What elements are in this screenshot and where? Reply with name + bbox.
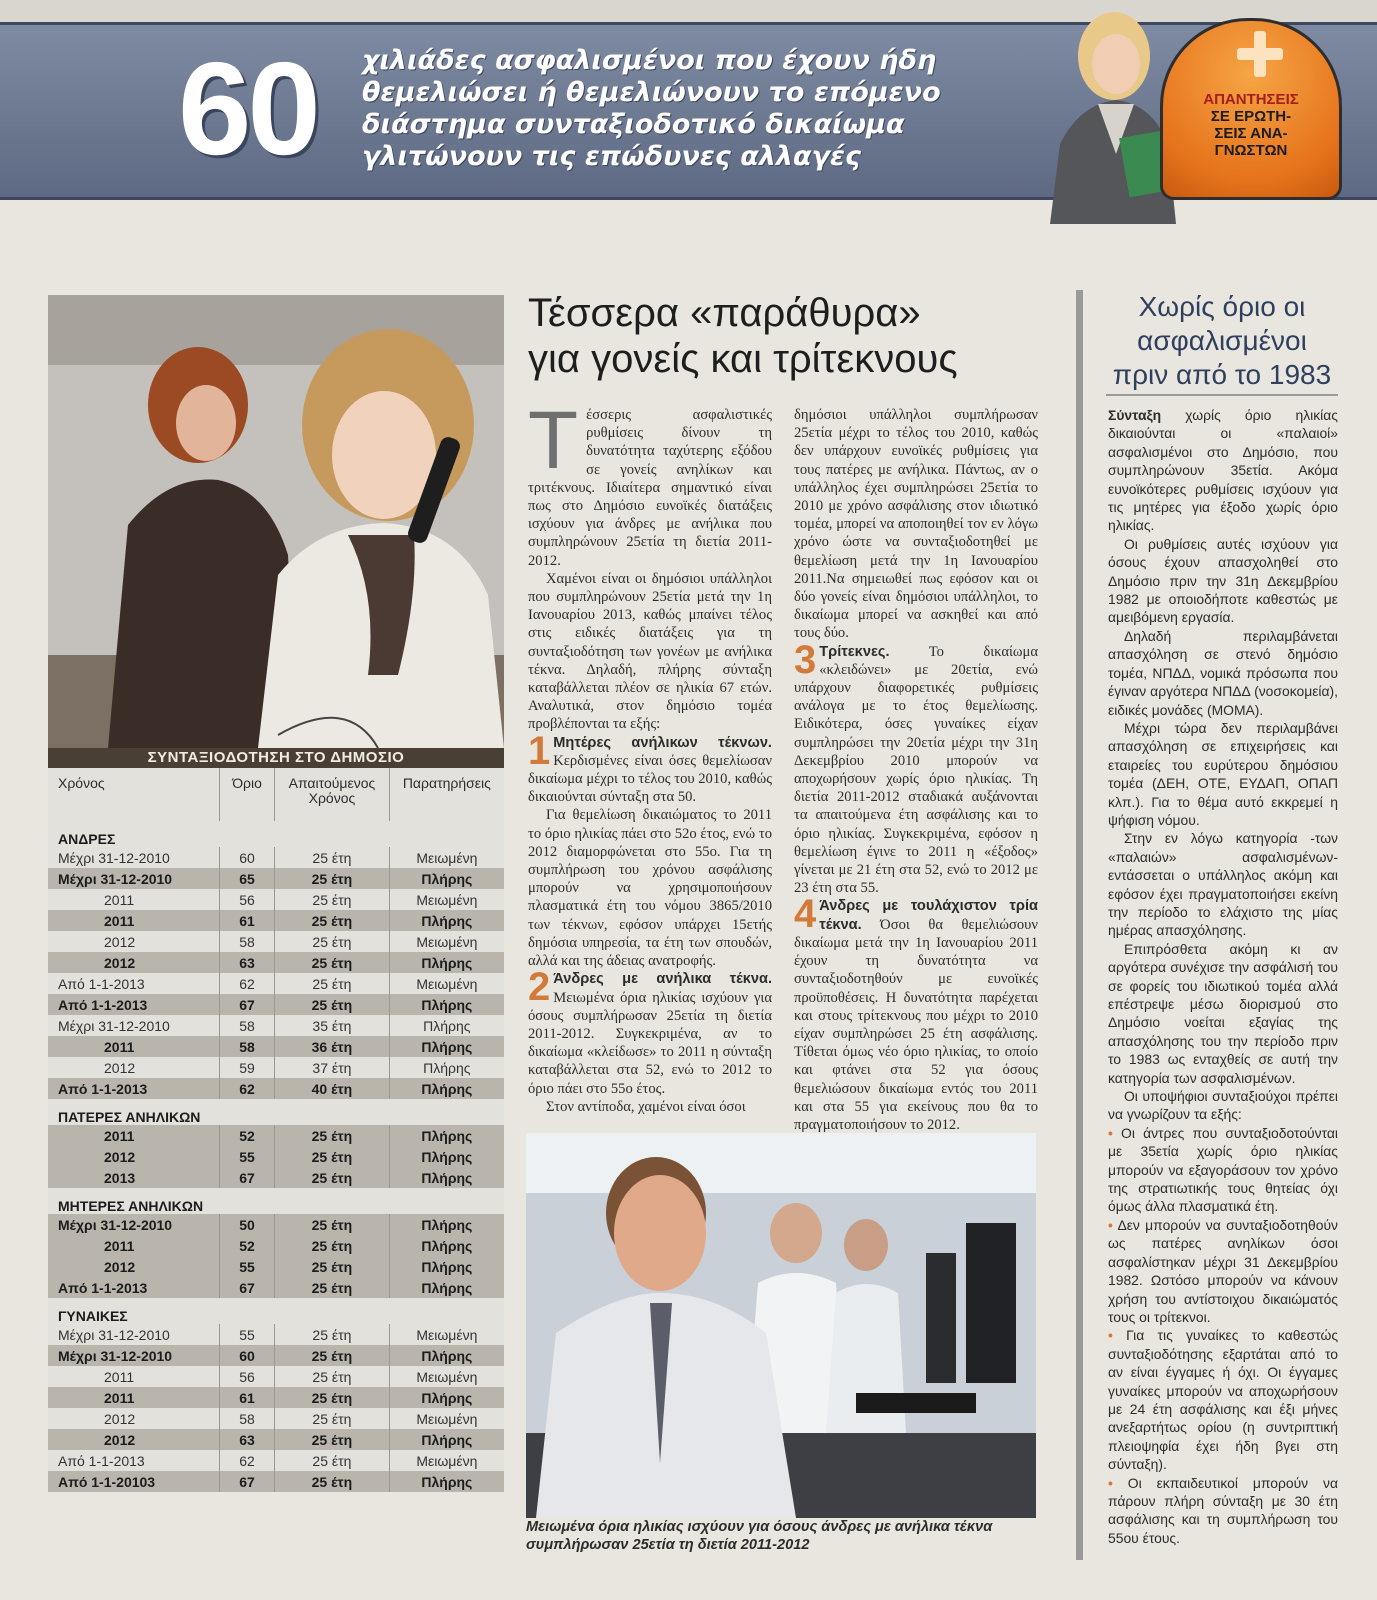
sidebar-headline-line: πριν από το 1983 <box>1112 359 1332 390</box>
table-cell-limit: 59 <box>219 1057 274 1078</box>
table-cell-note: Μειωμένη <box>416 933 478 950</box>
sidebar-headline-line: ασφαλισμένοι <box>1137 325 1307 356</box>
table-cell-limit: 61 <box>219 910 274 931</box>
office-women-photo <box>48 295 504 748</box>
sidebar-paragraph: Μέχρι τώρα δεν περιλαμβάνει απασχόληση σε επιχειρήσεις και εταιρείες του ευρύτερου δημόσιου τομέα (ΔΕΗ, ΟΤΕ, ΕΥΔΑΠ, ΟΠΑΠ κλπ.). Για το θέμα αυτό εκκρεμεί η ψήφιση νόμου. <box>1108 719 1338 828</box>
photo-caption: Μειωμένα όρια ηλικίας ισχύουν για όσους άνδρες με ανήλικα τέκνα συμπλήρωσαν 25ετία τη διετία 2011-2012 <box>526 1519 993 1553</box>
table-cell-limit: 67 <box>219 1277 274 1298</box>
paragraph: Χαμένοι είναι οι δημόσιοι υπάλληλοι που συμπληρώνουν 25ετία μετά την 1η Ιανουαρίου 2013, καθώς μπαίνει τέλος στις ειδικές διατάξεις για τη συνταξιοδότηση των γονέων με ανήλικα τέκνα. Δηλαδή, πλήρης σύνταξη καταβάλλεται πλέον σε ηλικία 67 ετών. Αναλυτικά, στον δημόσιο τομέα προβλέπονται τα εξής: <box>528 570 772 733</box>
badge-line: ΣΕΙΣ ΑΝΑ- <box>1214 125 1288 142</box>
table-cell-note: Πλήρης <box>389 1214 504 1235</box>
table-cell-year: 2013 <box>48 1167 219 1188</box>
table-cell-limit: 55 <box>219 1256 274 1277</box>
table-cell-required: 37 έτη <box>275 1057 390 1078</box>
section-lead: Άνδρες με τουλάχιστον τρία τέκνα. <box>819 898 1038 933</box>
table-cell-year: Από 1-1-2013 <box>48 1277 219 1298</box>
table-cell-note: Πλήρης <box>389 1277 504 1298</box>
table-cell-note: Μειωμένη <box>416 849 478 866</box>
table-cell-limit: 62 <box>219 973 274 994</box>
table-row <box>48 931 504 952</box>
table-cell-limit: 58 <box>219 1408 274 1429</box>
sidebar-bullet <box>1108 1216 1338 1326</box>
section-lead: Τρίτεκνες. <box>819 643 890 660</box>
table-row <box>48 1366 504 1387</box>
table-cell-required: 25 έτη <box>275 1429 390 1450</box>
bullet-icon: • <box>1108 1474 1113 1491</box>
table-cell-limit: 55 <box>219 1146 274 1167</box>
table-cell-limit: 67 <box>219 994 274 1015</box>
sidebar-paragraph <box>1108 406 1338 535</box>
section-text: Μειωμένα όρια ηλικίας ισχύουν για όσους συμπλήρωσαν 25ετία τη διετία 2011-2012. Συγκεκριμένα, αν το δικαίωμα «κλείδωσε» το 2011 η σύνταξη καταβάλλεται στα 52, ενώ το 2012 το όριο πάει στο 55ο έτος. <box>528 989 772 1097</box>
table-cell-note: Μειωμένη <box>416 1368 478 1385</box>
table-row <box>48 1277 504 1298</box>
table-cell-note: Μειωμένη <box>416 1326 478 1343</box>
table-cell-required: 25 έτη <box>275 868 390 889</box>
office-men-photo <box>526 1133 1036 1518</box>
table-cell-note: Πλήρης <box>423 1017 471 1034</box>
banner-line: διάστημα συνταξιοδοτικό δικαίωμα <box>362 109 905 140</box>
section-label: ΜΗΤΕΡΕΣ ΑΝΗΛΙΚΩΝ <box>48 1188 504 1214</box>
table-cell-limit: 62 <box>219 1450 274 1471</box>
section-label: ΠΑΤΕΡΕΣ ΑΝΗΛΙΚΩΝ <box>48 1099 504 1125</box>
table-row <box>48 1450 504 1471</box>
bullet-text: Δεν μπορούν να συνταξιοδοτηθούν ως πατέρες ανηλίκων όσοι ασφαλίστηκαν μέχρι 31 Δεκεμβρίου 1982. Ωστόσο μπορούν να κάνουν χρήση του αντίστοιχου δικαιώματός τους οι τρίτεκνοι. <box>1108 1216 1339 1325</box>
section-4 <box>794 892 1038 1134</box>
table-cell-required: 40 έτη <box>275 1078 390 1099</box>
table-row <box>48 847 504 868</box>
table-cell-limit: 52 <box>219 1125 274 1146</box>
section-1 <box>528 728 772 807</box>
banner-number: 60 <box>178 35 317 182</box>
table-cell-year: 2012 <box>48 1429 219 1450</box>
table-cell-limit: 55 <box>219 1324 274 1345</box>
table-row <box>48 910 504 931</box>
table-row <box>48 994 504 1015</box>
table-cell-limit: 60 <box>219 847 274 868</box>
table-title: ΣΥΝΤΑΞΙΟΔΟΤΗΣΗ ΣΤΟ ΔΗΜΟΣΙΟ <box>48 748 504 768</box>
bullet-text: Οι άντρες που συνταξιοδοτούνται με 35ετία χωρίς όριο ηλικίας μπορούν να εξαγοράσουν τον χρόνο της στρατιωτικής τους θητείας όχι όμως άλλα πλασματικά έτη. <box>1108 1124 1339 1215</box>
table-cell-limit: 56 <box>219 1366 274 1387</box>
table-row <box>48 1408 504 1429</box>
table-cell-note: Πλήρης <box>389 1256 504 1277</box>
bullet-icon: • <box>1108 1327 1113 1344</box>
table-cell-required: 25 έτη <box>275 1366 390 1387</box>
article-headline <box>528 290 1058 382</box>
table-cell-year: Από 1-1-2013 <box>48 1450 219 1471</box>
table-cell-required: 25 έτη <box>275 1387 390 1408</box>
paragraph: Για θεμελίωση δικαιώματος το 2011 το όριο ηλικίας πάει στο 52ο έτος, ενώ το 2012 διαμορφώνεται στο 55ο. Για τη συμπλήρωση του χρόνου ασφάλισης μπορούν να χρησιμοποιήσουν πλασματικά έτη του νόμου 3865/2010 των τέκνων, εφόσον υπάρχει 15ετής δημόσια υπηρεσία, τα έτη των σπουδών, αλλά και της άδειας ανατροφής. <box>528 807 772 970</box>
table-cell-year: Μέχρι 31-12-2010 <box>48 1345 219 1366</box>
section-text: Όσοι θα θεμελιώσουν δικαίωμα μετά την 1η Ιανουαρίου 2011 έχουν τη δυνατότητα να συνταξιοδοτηθούν με ευνοϊκές προϋποθέσεις. Η δυνατότητα παρέχεται και στους τρίτεκνους που μέχρι το 2010 είχαν συμπληρώσει 25 έτη ασφάλισης. Τίθεται όμως νέο όριο ηλικίας, το οποίο και φτάνει στα 52 για όσους θεμελιώσουν δικαίωμα εντός του 2011 και στα 55 για εκείνους που θα το πραγματοποιήσουν το 2012. <box>794 916 1038 1133</box>
table-row <box>48 1324 504 1345</box>
table-cell-year: Μέχρι 31-12-2010 <box>48 1324 219 1345</box>
table-row <box>48 1256 504 1277</box>
banner-line: γλιτώνουν τις επώδυνες αλλαγές <box>362 141 861 172</box>
sidebar-divider <box>1076 290 1083 1560</box>
sidebar-paragraph: Οι ρυθμίσεις αυτές ισχύουν για όσους έχουν απασχοληθεί στο Δημόσιο πριν την 31η Δεκεμβρίου 1982 με οποιοδήποτε καθεστώς με αμειβόμενη εργασία. <box>1108 535 1338 626</box>
table-cell-required: 25 έτη <box>275 910 390 931</box>
table-cell-limit: 58 <box>219 1015 274 1036</box>
table-cell-required: 25 έτη <box>275 931 390 952</box>
section-label: ΓΥΝΑΙΚΕΣ <box>48 1298 504 1324</box>
table-cell-limit: 61 <box>219 1387 274 1408</box>
banner-line: χιλιάδες ασφαλισμένοι που έχουν ήδη <box>362 45 937 76</box>
table-cell-note: Πλήρης <box>389 1387 504 1408</box>
column-header: Χρόνος <box>48 768 219 821</box>
table-cell-year: 2011 <box>48 1366 219 1387</box>
table-cell-required: 25 έτη <box>275 1324 390 1345</box>
table-cell-required: 25 έτη <box>275 1256 390 1277</box>
column-header: Όριο <box>219 768 274 821</box>
table-cell-year: Από 1-1-2013 <box>48 1078 219 1099</box>
table-cell-limit: 67 <box>219 1471 274 1492</box>
table-cell-required: 36 έτη <box>275 1036 390 1057</box>
table-cell-required: 25 έτη <box>275 1450 390 1471</box>
table-row <box>48 1387 504 1408</box>
table-cell-year: Μέχρι 31-12-2010 <box>48 1015 219 1036</box>
sidebar-paragraph: Επιπρόσθετα ακόμη κι αν αργότερα συνέχισε την ασφάλισή του σε φορείς του ιδιωτικού τομέα αλλά επέστρεψε μέσω διορισμού στο Δημόσιο νοείται εξαγίας της απασχόλησης του την περίοδο πριν το 1983 ως ενταχθείς σε αυτή την κατηγορία των ασφαλισμένων. <box>1108 940 1338 1086</box>
sidebar-headline <box>1097 290 1347 392</box>
section-3 <box>794 637 1038 898</box>
table-cell-year: Από 1-1-2013 <box>48 994 219 1015</box>
table-cell-required: 25 έτη <box>275 1471 390 1492</box>
table-row <box>48 1235 504 1256</box>
headline-line: για γονείς και τρίτεκνους <box>528 337 958 381</box>
paragraph: Στον αντίποδα, χαμένοι είναι όσοι <box>546 1098 746 1115</box>
table-cell-note: Πλήρης <box>389 1167 504 1188</box>
section-number: 4 <box>794 892 817 937</box>
badge-line: ΓΝΩΣΤΩΝ <box>1214 142 1288 159</box>
table-cell-year: Μέχρι 31-12-2010 <box>48 868 219 889</box>
sidebar-paragraph: Δηλαδή περιλαμβάνεται απασχόληση σε στενό δημόσιο τομέα, ΝΠΔΔ, νομικά πρόσωπα που έγιναν αργότερα ΝΠΔΔ (νοσοκομεία), ειδικές μονάδες (ΜΟΜΑ). <box>1108 627 1338 718</box>
table-row <box>48 1167 504 1188</box>
sidebar-body <box>1108 406 1338 1547</box>
table-row <box>48 973 504 994</box>
table-cell-note: Πλήρης <box>389 952 504 973</box>
table-cell-limit: 50 <box>219 1214 274 1235</box>
bullet-icon: • <box>1108 1216 1113 1233</box>
sidebar-bullet <box>1108 1474 1338 1548</box>
table-cell-note: Πλήρης <box>389 1125 504 1146</box>
sidebar-paragraph: Στην εν λόγω κατηγορία -των «παλαιών» ασφαλισμένων- εντάσσεται ο υπάλληλος ακόμη και εφόσον έχει πραγματοποιήσει εκείνη την περίοδο το ελάχιστο της μίας ημέρας απασχόλησης. <box>1108 830 1338 939</box>
table-cell-note: Πλήρης <box>423 1059 471 1076</box>
table-cell-note: Μειωμένη <box>416 1410 478 1427</box>
section-lead: Άνδρες με ανήλικα τέκνα. <box>553 971 772 988</box>
table-section-row <box>48 1188 504 1214</box>
table-cell-year: 2011 <box>48 1036 219 1057</box>
table-cell-required: 25 έτη <box>275 1345 390 1366</box>
sidebar-headline-line: Χωρίς όριο οι <box>1138 291 1306 322</box>
table-row <box>48 1078 504 1099</box>
table-row <box>48 1057 504 1078</box>
bullet-icon: • <box>1108 1124 1113 1141</box>
table-section-row <box>48 1099 504 1125</box>
presenter-photo <box>1040 4 1180 224</box>
table-cell-required: 25 έτη <box>275 1167 390 1188</box>
table-cell-required: 25 έτη <box>275 1125 390 1146</box>
table-cell-year: 2011 <box>48 1387 219 1408</box>
table-cell-year: 2011 <box>48 1125 219 1146</box>
column-header: Απαιτούμενος Χρόνος <box>275 768 390 821</box>
table-cell-year: 2011 <box>48 1235 219 1256</box>
table-cell-limit: 63 <box>219 1429 274 1450</box>
table-cell-note: Πλήρης <box>389 1345 504 1366</box>
table-cell-limit: 63 <box>219 952 274 973</box>
table-cell-limit: 65 <box>219 868 274 889</box>
table-cell-limit: 58 <box>219 1036 274 1057</box>
table-cell-year: Μέχρι 31-12-2010 <box>48 1214 219 1235</box>
sidebar-text: χωρίς όριο ηλικίας δικαιούνται οι «παλαιοί» ασφαλισμένοι στο Δημόσιο, που συμπληρώνουν 35ετία. Ακόμα ευνοϊκότερες ρυθμίσεις ισχύουν για τις μητέρες για έξοδο χωρίς όριο ηλικίας. <box>1108 407 1338 534</box>
table-cell-year: 2011 <box>48 889 219 910</box>
table-cell-required: 25 έτη <box>275 889 390 910</box>
sidebar-lead: Σύνταξη <box>1108 407 1162 423</box>
table-cell-year: Από 1-1-2013 <box>48 973 219 994</box>
table-row <box>48 1125 504 1146</box>
table-cell-limit: 52 <box>219 1235 274 1256</box>
table-cell-required: 25 έτη <box>275 973 390 994</box>
table-cell-limit: 58 <box>219 931 274 952</box>
table-cell-note: Πλήρης <box>389 994 504 1015</box>
table-cell-note: Πλήρης <box>389 910 504 931</box>
table-cell-note: Πλήρης <box>389 1036 504 1057</box>
section-text: Το δικαίωμα «κλειδώνει» με 20ετία, ενώ υπάρχουν διαφορετικές ρυθμίσεις ανάλογα με το έτος θεμελίωσης. Ειδικότερα, όσες γυναίκες είχαν συμπληρώσει την 20ετία μέχρι την 31η Δεκεμβρίου 2010 μπορούν να αποχωρήσουν χωρίς όριο ηλικίας. Τη διετία 2011-2012 σταδιακά αυξάνονται τα απαιτούμενα έτη ασφάλισης και το όριο ηλικίας. Συγκεκριμένα, εφόσον η θεμελίωση έγινε το 2011 η «έξοδος» γίνεται με 21 έτη στα 52, ενώ το 2012 με 23 έτη στα 55. <box>794 643 1038 897</box>
section-lead: Μητέρες ανήλικων τέκνων. <box>553 734 772 751</box>
section-2 <box>528 965 772 1097</box>
table-cell-required: 25 έτη <box>275 1277 390 1298</box>
table-row <box>48 952 504 973</box>
table-row <box>48 1345 504 1366</box>
table-cell-year: 2012 <box>48 952 219 973</box>
table-row <box>48 889 504 910</box>
table-cell-required: 25 έτη <box>275 1146 390 1167</box>
pension-table <box>48 768 504 1492</box>
sidebar-bullet <box>1108 1326 1338 1473</box>
table-row <box>48 1036 504 1057</box>
bullet-text: Για τις γυναίκες το καθεστώς συνταξιοδότησης εξαρτάται από το αν είναι έγγαμες ή όχι. Οι έγγαμες γυναίκες μπορούν να αποχωρήσουν με 24 έτη ασφάλισης και έξι μήνες ανεξαρτήτως ορίου (η συντριπτική πλειοψηφία έχει ήδη βγει στη σύνταξη). <box>1108 1327 1339 1473</box>
table-cell-required: 35 έτη <box>275 1015 390 1036</box>
badge-line: ΣΕ ΕΡΩΤΗ- <box>1210 108 1292 125</box>
table-cell-note: Πλήρης <box>389 868 504 889</box>
bullet-text: Οι εκπαιδευτικοί μπορούν να πάρουν πλήρη σύνταξη με 30 έτη ασφάλισης και τη συμπλήρωση του 55ου έτους. <box>1108 1474 1339 1546</box>
intro-text: έσσερις ασφαλιστικές ρυθμίσεις δίνουν τη δυνατότητα ταχύτερης εξόδου σε γονείς ανηλίκων και τριτέκνους. Ιδιαίτερα σημαντικό είναι πως στο Δημόσιο ευνοϊκές διατάξεις ισχύουν για άνδρες με ανήλικα που συμπληρώνουν 25ετία τη διετία 2011-2012. <box>528 407 772 569</box>
table-cell-limit: 56 <box>219 889 274 910</box>
table-cell-limit: 62 <box>219 1078 274 1099</box>
reader-questions-badge <box>1160 18 1342 200</box>
table-cell-note: Πλήρης <box>389 1235 504 1256</box>
section-number: 2 <box>528 965 551 1010</box>
table-cell-year: 2012 <box>48 1256 219 1277</box>
section-number: 3 <box>794 637 817 682</box>
table-cell-note: Πλήρης <box>389 1429 504 1450</box>
section-text: Κερδισμένες είναι όσες θεμελίωσαν δικαίωμα μέχρι το τέλος του 2010, καθώς δικαιούνται σύνταξη στα 50. <box>528 752 772 806</box>
table-row <box>48 1429 504 1450</box>
table-cell-limit: 67 <box>219 1167 274 1188</box>
plus-icon <box>1237 31 1283 77</box>
article-column-2 <box>794 406 1038 1134</box>
intro-paragraph <box>528 395 772 570</box>
headline-line: Τέσσερα «παράθυρα» <box>528 291 921 335</box>
table-cell-note: Μειωμένη <box>416 891 478 908</box>
table-row <box>48 868 504 889</box>
section-label: ΑΝΔΡΕΣ <box>48 821 504 847</box>
table-cell-note: Πλήρης <box>389 1146 504 1167</box>
table-cell-required: 25 έτη <box>275 1408 390 1429</box>
table-row <box>48 1214 504 1235</box>
table-cell-year: 2012 <box>48 931 219 952</box>
banner-text <box>362 45 941 173</box>
table-cell-year: 2012 <box>48 1057 219 1078</box>
table-cell-year: 2012 <box>48 1408 219 1429</box>
table-body <box>48 821 504 1492</box>
article-column-1 <box>528 395 772 1116</box>
table-header-row <box>48 768 504 821</box>
table-section-row <box>48 821 504 847</box>
paragraph: δημόσιοι υπάλληλοι συμπλήρωσαν 25ετία μέχρι το τέλος του 2010, καθώς δεν υπάρχουν ευνοϊκές ρυθμίσεις για τους πατέρες με ανήλικα. Πάντως, αν ο υπάλληλος έχει συμπληρώσει 25ετία το 2010 με χρόνο ασφάλισης στον ιδιωτικό τομέα, μπορεί να αποποιηθεί τον εν λόγω χρόνο ώστε να συνταξιοδοτηθεί με θεμελίωση μετά την 1η Ιανουαρίου 2011.Να σημειωθεί πως εφόσον και οι δύο γονείς είναι δημόσιοι υπάλληλοι, το δικαίωμα μπορεί να ασκηθεί και από τους δύο. <box>794 407 1038 642</box>
banner-line: θεμελιώσει ή θεμελιώνουν το επόμενο <box>362 77 941 108</box>
table-cell-required: 25 έτη <box>275 952 390 973</box>
table-cell-required: 25 έτη <box>275 1235 390 1256</box>
table-section-row <box>48 1298 504 1324</box>
table-cell-year: 2011 <box>48 910 219 931</box>
table-cell-note: Πλήρης <box>389 1471 504 1492</box>
table-cell-required: 25 έτη <box>275 994 390 1015</box>
table-cell-year: 2012 <box>48 1146 219 1167</box>
table-row <box>48 1146 504 1167</box>
table-row <box>48 1015 504 1036</box>
table-cell-note: Πλήρης <box>389 1078 504 1099</box>
table-row <box>48 1471 504 1492</box>
table-cell-required: 25 έτη <box>275 847 390 868</box>
section-number: 1 <box>528 728 551 773</box>
table-cell-year: Από 1-1-20103 <box>48 1471 219 1492</box>
column-header: Παρατηρήσεις <box>402 775 491 791</box>
sidebar-paragraph: Οι υποψήφιοι συνταξιούχοι πρέπει να γνωρίζουν τα εξής: <box>1108 1088 1338 1123</box>
table-cell-year: Μέχρι 31-12-2010 <box>48 847 219 868</box>
table-cell-limit: 60 <box>219 1345 274 1366</box>
sidebar-rule <box>1106 394 1338 396</box>
table-cell-note: Μειωμένη <box>416 1452 478 1469</box>
badge-line: ΑΠΑΝΤΗΣΕΙΣ <box>1203 91 1299 108</box>
table-cell-note: Μειωμένη <box>416 975 478 992</box>
badge-title <box>1163 91 1339 159</box>
drop-cap: Τ <box>528 395 579 486</box>
sidebar-bullet <box>1108 1124 1338 1216</box>
table-cell-required: 25 έτη <box>275 1214 390 1235</box>
